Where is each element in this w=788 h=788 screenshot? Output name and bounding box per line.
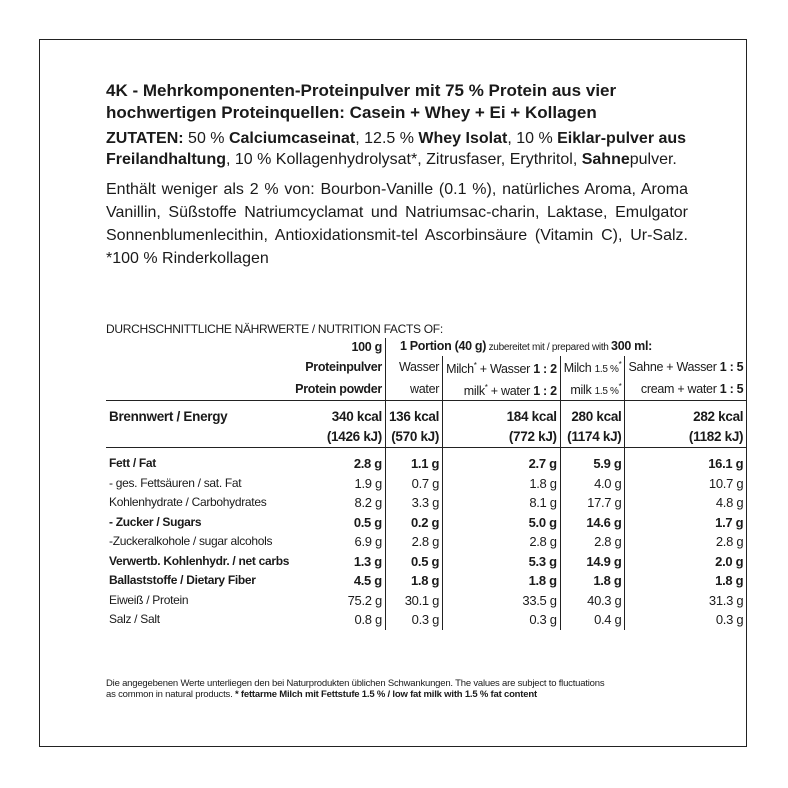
table-row [106,454,746,474]
nutrient-value: 33.5 g [443,591,561,611]
nutrient-value: 14.9 g [560,552,625,572]
nutrient-value: 1.1 g [385,454,442,474]
nutrient-value: 1.8 g [715,573,744,589]
nutrient-label: Fett / Fat [109,456,156,471]
ingredient-allergen: Whey Isolat [418,130,508,147]
nutrient-value: 40.3 g [560,591,625,611]
table-row [106,610,746,630]
nutrient-value: 0.4 g [560,610,625,630]
nutrient-label: Salz / Salt [109,612,160,627]
product-title: 4K - Mehrkomponenten-Proteinpulver mit 75 % Protein aus vier hochwertigen Proteinquellen: Casein + Whey + Ei + Kollagen [106,81,617,122]
nutrient-value: 1.3 g [292,552,385,572]
nutrient-value: 1.8 g [385,571,442,591]
energy-kj-cell: (1174 kJ) [560,427,625,448]
footnote [106,678,706,700]
energy-kcal-cell: 184 kcal [443,407,561,427]
energy-kcal-row [106,407,746,427]
energy-label: Brennwert / Energy [109,409,228,425]
nutrient-value: 0.3 g [385,610,442,630]
footnote-line: Die angegebenen Werte unterliegen den bei Naturprodukten üblichen Schwankungen. The values are subject to fluctuations [106,678,605,689]
footnote-line: as common in natural products. * fettarme Milch mit Fettstufe 1.5 % / low fat milk with 1.5 % fat content [106,689,537,700]
ingredient-part: pulver. [629,151,677,168]
nutrient-value: 2.8 g [443,532,561,552]
nutrient-value: 0.2 g [385,513,442,533]
nutrient-value: 2.8 g [715,534,744,550]
nutrient-label: Eiweiß / Protein [109,592,189,607]
ingredient-part: , 10 % Kollagenhydrolysat*, Zitrusfaser, Erythritol, [226,151,582,168]
header-cream-de: Sahne + Wasser 1 : 5 [628,359,744,374]
header-100g: 100 g [292,338,385,356]
nutrient-value: 6.9 g [292,532,385,552]
table-row [106,591,746,611]
label-text-block [106,80,688,270]
header-cream-en: cream + water 1 : 5 [640,381,744,396]
table-header-row [106,338,746,356]
ingredient-allergen: Calciumcaseinat [228,130,356,147]
nutrient-value: 3.3 g [385,493,442,513]
nutrient-value: 0.8 g [292,610,385,630]
header-water-en: water [385,378,442,401]
header-powder-en: Protein powder [292,378,385,401]
nutrient-value: 5.0 g [443,513,561,533]
ingredient-part: , 12.5 % [355,130,419,147]
energy-kcal-cell: 280 kcal [560,407,625,427]
header-milk-de: Milch 1.5 %* [560,356,625,378]
nutrition-table [106,338,746,630]
nutrient-value: 1.9 g [292,474,385,494]
ingredient-part: 50 % [183,130,229,147]
nutrient-value: 1.8 g [560,571,625,591]
nutrient-value: 31.3 g [708,592,744,608]
nutrient-label: Kohlenhydrate / Carbohydrates [109,495,267,510]
table-row [106,571,746,591]
nutrient-value: 0.3 g [715,612,744,628]
nutrient-value: 2.8 g [292,454,385,474]
nutrient-value: 14.6 g [560,513,625,533]
header-powder-de: Proteinpulver [292,356,385,378]
nutrient-value: 16.1 g [708,456,744,472]
table-row [106,493,746,513]
table-header-row [106,378,746,401]
nutrient-value: 1.8 g [443,474,561,494]
nutrient-value: 4.5 g [292,571,385,591]
nutrient-label: Ballaststoffe / Dietary Fiber [109,573,256,588]
nutrient-label: Verwertb. Kohlenhydr. / net carbs [109,553,290,568]
table-header-row [106,356,746,378]
nutrient-value: 2.8 g [385,532,442,552]
table-row [106,474,746,494]
ingredient-allergen: Sahne [581,151,630,168]
energy-kj-cell: (772 kJ) [443,427,561,448]
nutrient-value: 5.9 g [560,454,625,474]
ingredient-allergen: Eiklar-pulver aus Freilandhaltung [106,130,687,168]
energy-kcal-cell: 136 kcal [385,407,442,427]
table-row [106,532,746,552]
header-milk-en: milk 1.5 %* [560,378,625,401]
header-portion: 1 Portion (40 g) zubereitet mit / prepared with 300 ml: [399,339,653,353]
header-milkwater-de: Milch* + Wasser 1 : 2 [443,356,561,378]
ingredient-part: , 10 % [507,130,558,147]
nutrient-value: 17.7 g [560,493,625,513]
nutrient-label: - ges. Fettsäuren / sat. Fat [109,475,242,490]
ingredients-label: ZUTATEN: [106,130,184,147]
footnote-milk-note: * fettarme Milch mit Fettstufe 1.5 % / low fat milk with 1.5 % fat content [234,689,537,700]
nutrient-value: 0.5 g [292,513,385,533]
nutrient-value: 4.0 g [560,474,625,494]
energy-kj-cell: (570 kJ) [385,427,442,448]
nutrient-value: 0.3 g [443,610,561,630]
nutrient-value: 0.5 g [385,552,442,572]
nutrient-value: 1.7 g [715,514,744,530]
header-milkwater-en: milk* + water 1 : 2 [443,378,561,401]
ingredients-text [106,128,688,170]
header-water-de: Wasser [385,356,442,378]
nutrient-value: 30.1 g [385,591,442,611]
nutrient-value: 8.1 g [443,493,561,513]
nutrient-value: 5.3 g [443,552,561,572]
nutrient-value: 1.8 g [443,571,561,591]
nutrient-value: 4.8 g [715,495,744,511]
nutrient-value: 0.7 g [385,474,442,494]
nutrient-label: -Zuckeralkohole / sugar alcohols [109,534,273,549]
energy-kj-cell: (1426 kJ) [292,427,385,448]
nutrient-value: 75.2 g [292,591,385,611]
nutrient-value: 10.7 g [708,475,744,491]
table-row [106,552,746,572]
nutrition-heading: DURCHSCHNITTLICHE NÄHRWERTE / NUTRITION FACTS OF: [106,322,443,336]
energy-kj-cell: (1182 kJ) [688,429,744,445]
nutrient-label: - Zucker / Sugars [109,514,202,529]
nutrient-value: 2.8 g [560,532,625,552]
contains-text: Enthält weniger als 2 % von: Bourbon-Vanille (0.1 %), natürliches Aroma, Aroma Vanillin, Süßstoffe Natriumcyclamat und Natriumsac-charin, Laktase, Emulgator Sonnenblumenlecithin, Antioxidationsmit-tel Ascorbinsäure (Vitamin C), Ur-Salz. *100 % Rinderkollagen [106,181,688,267]
nutrition-facts [106,322,744,630]
energy-kcal-cell: 282 kcal [693,409,744,425]
nutrient-value: 2.0 g [715,553,744,569]
table-row [106,513,746,533]
nutrient-value: 8.2 g [292,493,385,513]
energy-kj-row [106,427,746,448]
energy-kcal-cell: 340 kcal [292,407,385,427]
nutrient-value: 2.7 g [443,454,561,474]
